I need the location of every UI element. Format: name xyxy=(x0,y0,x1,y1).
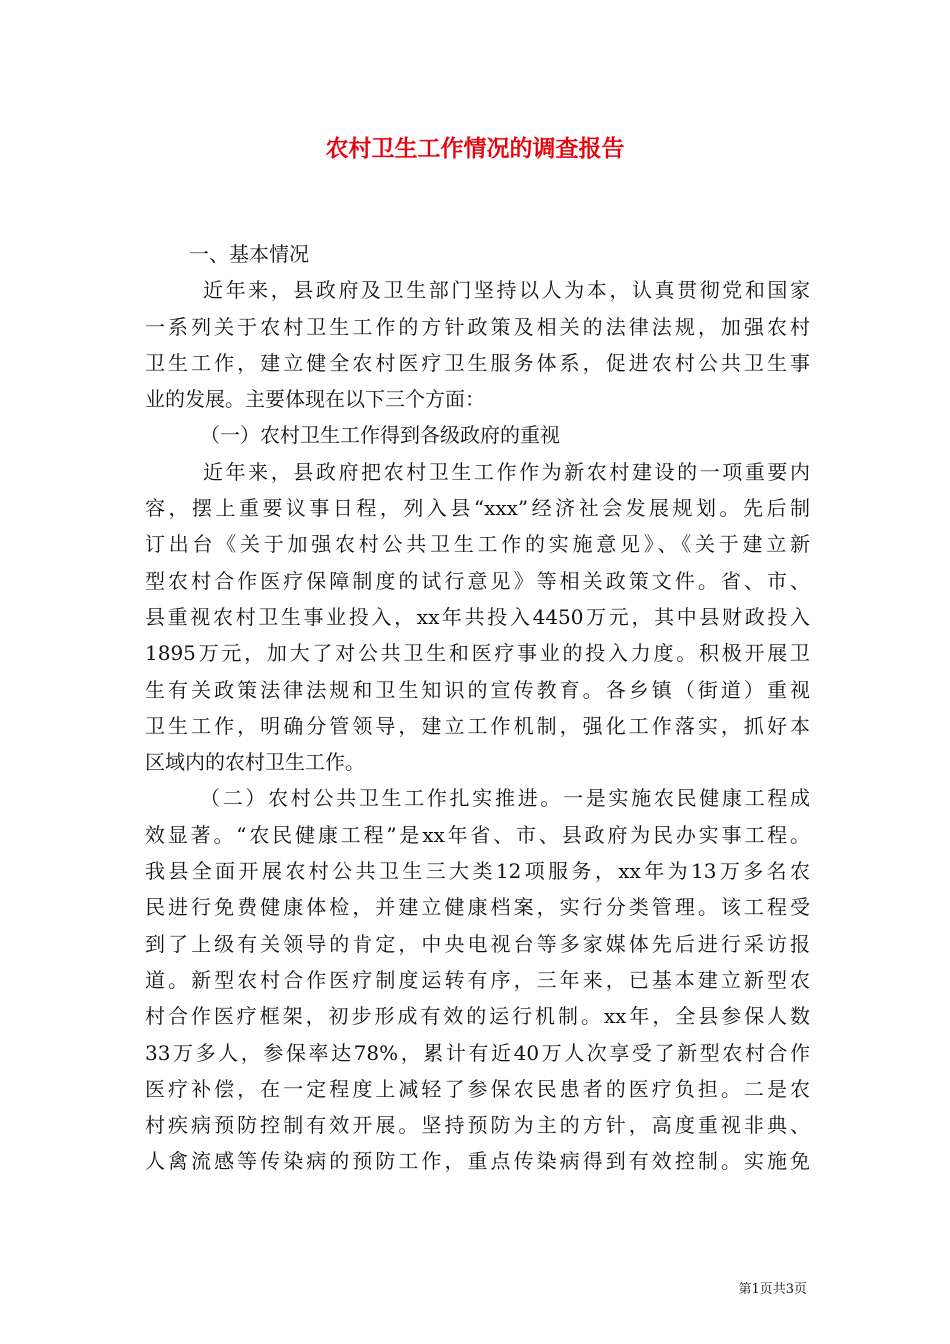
text-line: 县重视农村卫生事业投入，xx年共投入4450万元，其中县财政投入 xyxy=(145,604,810,629)
text-line: 型农村合作医疗保障制度的试行意见》等相关政策文件。省、市、 xyxy=(145,568,810,593)
text-line: 1895万元，加大了对公共卫生和医疗事业的投入力度。积极开展卫 xyxy=(145,641,810,666)
text-line: 我县全面开展农村公共卫生三大类12项服务，xx年为13万多名农 xyxy=(145,859,810,884)
text-line: 区域内的农村卫生工作。 xyxy=(145,750,365,775)
text-line: （一）农村卫生工作得到各级政府的重视 xyxy=(200,423,560,448)
text-line: 近年来，县政府把农村卫生工作作为新农村建设的一项重要内 xyxy=(203,459,810,484)
text-line: 订出台《关于加强农村公共卫生工作的实施意见》、《关于建立新 xyxy=(145,532,810,557)
text-line: 近年来，县政府及卫生部门坚持以人为本，认真贯彻党和国家 xyxy=(203,278,810,303)
text-line: 民进行免费健康体检，并建立健康档案，实行分类管理。该工程受 xyxy=(145,895,810,920)
text-line: 33万多人，参保率达78%，累计有近40万人次享受了新型农村合作 xyxy=(145,1040,810,1065)
document-body xyxy=(145,236,810,1180)
text-line: 容，摆上重要议事日程，列入县“xxx”经济社会发展规划。先后制 xyxy=(145,496,810,521)
text-line: 卫生工作，明确分管领导，建立工作机制，强化工作落实，抓好本 xyxy=(145,713,810,738)
text-line: 业的发展。主要体现在以下三个方面： xyxy=(145,387,485,412)
text-line: 人禽流感等传染病的预防工作，重点传染病得到有效控制。实施免 xyxy=(145,1149,810,1174)
document-title: 农村卫生工作情况的调查报告 xyxy=(325,135,625,162)
text-line: 道。新型农村合作医疗制度运转有序，三年来，已基本建立新型农 xyxy=(145,967,810,992)
text-line: （二）农村公共卫生工作扎实推进。一是实施农民健康工程成 xyxy=(200,786,810,811)
page-footer: 第1页共3页 xyxy=(738,1282,807,1297)
text-line: 生有关政策法律法规和卫生知识的宣传教育。各乡镇（街道）重视 xyxy=(145,677,810,702)
text-line: 效显著。“农民健康工程”是xx年省、市、县政府为民办实事工程。 xyxy=(145,822,810,847)
text-line: 一系列关于农村卫生工作的方针政策及相关的法律法规，加强农村 xyxy=(145,314,810,339)
text-line: 卫生工作，建立健全农村医疗卫生服务体系，促进农村公共卫生事 xyxy=(145,350,810,375)
text-line: 村合作医疗框架，初步形成有效的运行机制。xx年，全县参保人数 xyxy=(145,1004,810,1029)
text-line: 到了上级有关领导的肯定，中央电视台等多家媒体先后进行采访报 xyxy=(145,931,810,956)
text-line: 一、基本情况 xyxy=(189,242,309,266)
text-line: 村疾病预防控制有效开展。坚持预防为主的方针，高度重视非典、 xyxy=(145,1113,810,1138)
text-line: 医疗补偿，在一定程度上减轻了参保农民患者的医疗负担。二是农 xyxy=(145,1076,810,1101)
